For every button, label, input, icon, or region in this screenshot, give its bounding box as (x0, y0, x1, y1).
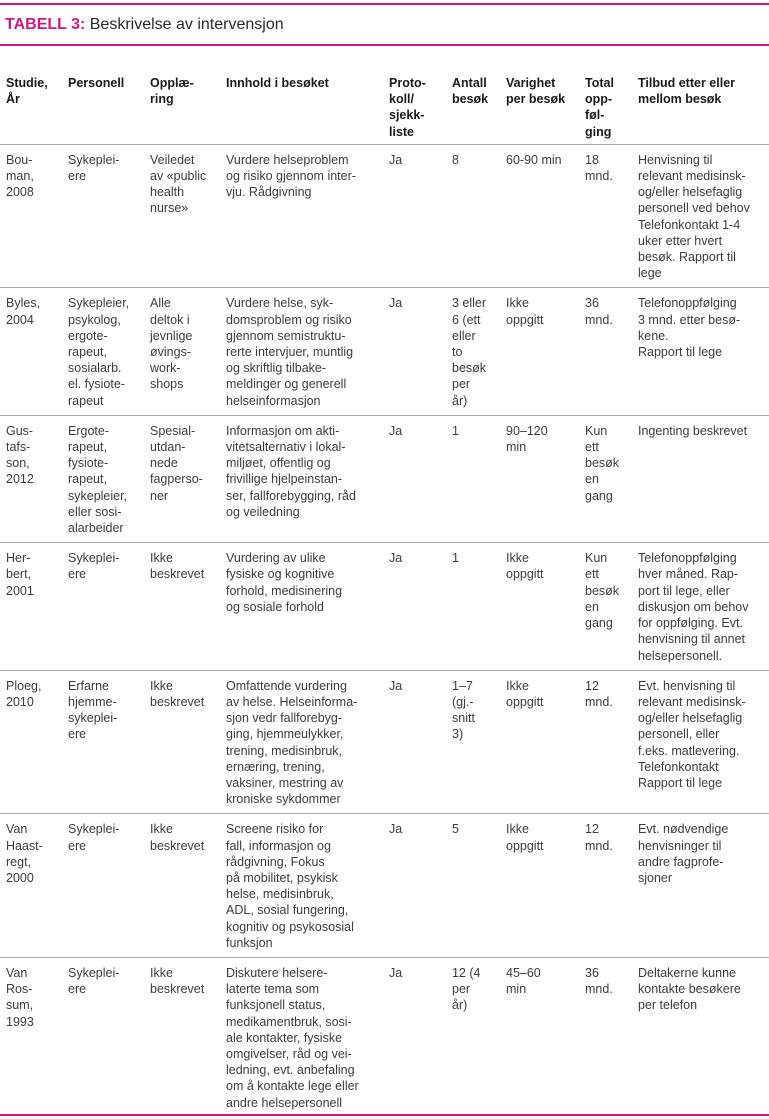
table-row (0, 670, 769, 814)
cell-training: Alle deltok i jevnlige øvings- work- shops (150, 296, 193, 392)
table-row (0, 814, 769, 958)
cell-duration: Ikke oppgitt (506, 678, 544, 709)
cell-visit-count: 1 (452, 551, 459, 566)
cell-total-followup: 12 mnd. (585, 678, 613, 709)
cell-personnel: Sykepleier, psykolog, ergote- rapeut, sosialarb. el. fysiote- rapeut (68, 296, 130, 408)
cell-study: Her- bert, 2001 (6, 551, 34, 598)
cell-training: Ikke beskrevet (150, 551, 205, 582)
cell-total-followup: Kun ett besøk en gang (585, 551, 620, 631)
table-row (0, 957, 769, 1116)
cell-training: Ikke beskrevet (150, 822, 205, 853)
cell-duration: 45–60 min (506, 965, 541, 997)
cell-training: Spesial- utdan- nede fagperso- ner (150, 423, 203, 503)
header-visit-content: Innhold i besøket (226, 76, 329, 90)
bottom-rule (0, 1114, 769, 1116)
cell-training: Veiledet av «public health nurse» (150, 152, 207, 216)
top-rule (0, 3, 769, 5)
cell-offer-between: Evt. henvisning til relevant medisinsk- og/eller helsefaglig personell, eller f.eks. matlevering. Telefonkontakt Rapport til lege (638, 678, 746, 790)
intervention-table (0, 70, 769, 1117)
cell-personnel: Sykeplei- ere (68, 551, 120, 582)
cell-protocol: Ja (389, 678, 403, 693)
cell-visit-count: 3 eller 6 (ett eller to besøk per år) (452, 296, 487, 408)
cell-visit-count: 1 (452, 423, 459, 438)
header-duration: Varighet per besøk (506, 76, 566, 107)
cell-personnel: Sykeplei- ere (68, 965, 120, 997)
cell-visit-content: Vurdere helse, syk- domsproblem og risiko gjennom semistruktu- rerte intervjuer, muntlig og skriftlig tilbake- meldinger og generell helseinformasjon (226, 296, 354, 408)
cell-offer-between: Telefonoppfølging hver måned. Rap- port til lege, eller diskusjon om behov for oppfølging. Evt. henvisning til annet helsepersonell. (638, 551, 749, 663)
header-training: Opplæ- ring (150, 76, 194, 107)
cell-duration: Ikke oppgitt (506, 296, 544, 327)
cell-total-followup: 36 mnd. (585, 965, 613, 997)
cell-total-followup: 36 mnd. (585, 296, 613, 327)
header-personnel: Personell (68, 76, 125, 90)
cell-visit-count: 8 (452, 152, 459, 167)
table-number: TABELL 3: (5, 16, 86, 33)
header-offer-between: Tilbud etter eller mellom besøk (638, 76, 736, 107)
cell-offer-between: Deltakerne kunne kontakte besøkere per telefon (638, 965, 741, 1013)
cell-offer-between: Ingenting beskrevet (638, 423, 748, 438)
cell-visit-count: 12 (4 per år) (452, 965, 481, 1013)
cell-visit-content: Screene risiko for fall, informasjon og rådgivning, Fokus på mobilitet, psykisk helse, medisinbruk, ADL, sosial fungering, kognitiv og psykososial funksjon (226, 822, 354, 950)
cell-personnel: Erfarne hjemme- sykeplei- ere (68, 678, 118, 742)
cell-visit-content: Diskutere helsere- laterte tema som funksjonell status, medikamentbruk, sosi- ale kontakter, fysiske omgivelser, råd og vei- ledning, evt. anbefaling om å kontakte lege eller andre helsepersonell (226, 965, 359, 1110)
cell-personnel: Ergote- rapeut, fysiote- rapeut, sykepleier, eller sosi- alarbeider (68, 423, 128, 536)
cell-visit-count: 1–7 (gj.- snitt 3) (452, 678, 475, 742)
cell-duration: Ikke oppgitt (506, 551, 544, 582)
cell-total-followup: Kun ett besøk en gang (585, 423, 620, 503)
cell-protocol: Ja (389, 423, 403, 438)
cell-training: Ikke beskrevet (150, 678, 205, 709)
cell-protocol: Ja (389, 965, 403, 980)
cell-offer-between: Henvisning til relevant medisinsk- og/eller helsefaglig personell ved behov Telefonkontakt 1-4 uker etter hvert besøk. Rapport til lege (638, 152, 750, 281)
cell-study: Van Haast- regt, 2000 (6, 822, 43, 885)
cell-offer-between: Telefonoppfølging 3 mnd. etter besø- kene. Rapport til lege (638, 296, 741, 360)
cell-visit-content: Omfattende vurdering av helse. Helseinforma- sjon vedr fallforebyg- ging, hjemmeulykker, trening, medisinbruk, ernæring, trening, vaksiner, mestring av kroniske sykdommer (226, 678, 358, 807)
table-row (0, 288, 769, 415)
header-visit-count: Antall besøk (452, 76, 489, 107)
cell-duration: 90–120 min (506, 423, 548, 455)
cell-protocol: Ja (389, 822, 403, 837)
cell-duration: Ikke oppgitt (506, 822, 544, 853)
header-row (0, 70, 769, 144)
cell-protocol: Ja (389, 551, 403, 566)
cell-visit-content: Vurdering av ulike fysiske og kognitive forhold, medisinering og sosiale forhold (226, 551, 343, 614)
header-protocol: Proto- koll/ sjekk- liste (389, 76, 426, 139)
cell-study: Ploeg, 2010 (6, 678, 42, 709)
cell-personnel: Sykeplei- ere (68, 152, 120, 184)
cell-training: Ikke beskrevet (150, 965, 205, 997)
cell-visit-content: Informasjon om akti- vitetsalternativ i lokal- miljøet, offentlig og frivillige hjelpeinstan- ser, fallforebygging, råd og veiledning (226, 423, 356, 519)
cell-protocol: Ja (389, 152, 403, 167)
cell-duration: 60-90 min (506, 152, 562, 167)
cell-personnel: Sykeplei- ere (68, 822, 120, 853)
cell-protocol: Ja (389, 296, 403, 311)
table-row (0, 144, 769, 288)
cell-total-followup: 18 mnd. (585, 152, 613, 184)
caption-rule (0, 44, 769, 46)
cell-study: Bou- man, 2008 (6, 152, 34, 200)
table-title: Beskrivelse av intervensjon (89, 16, 284, 33)
table-row (0, 415, 769, 542)
cell-offer-between: Evt. nødvendige henvisninger til andre fagprofe- sjoner (638, 822, 729, 885)
header-study: Studie, År (6, 76, 48, 107)
cell-study: Gus- tafs- son, 2012 (6, 423, 34, 487)
cell-visit-content: Vurdere helseproblem og risiko gjennom inter- vju. Rådgivning (226, 152, 356, 200)
cell-total-followup: 12 mnd. (585, 822, 613, 853)
cell-study: Byles, 2004 (6, 296, 41, 327)
cell-visit-count: 5 (452, 822, 459, 837)
table-caption (5, 15, 284, 35)
table-row (0, 543, 769, 670)
cell-study: Van Ros- sum, 1993 (6, 965, 34, 1029)
header-total-followup: Total opp- føl- ging (585, 76, 614, 139)
